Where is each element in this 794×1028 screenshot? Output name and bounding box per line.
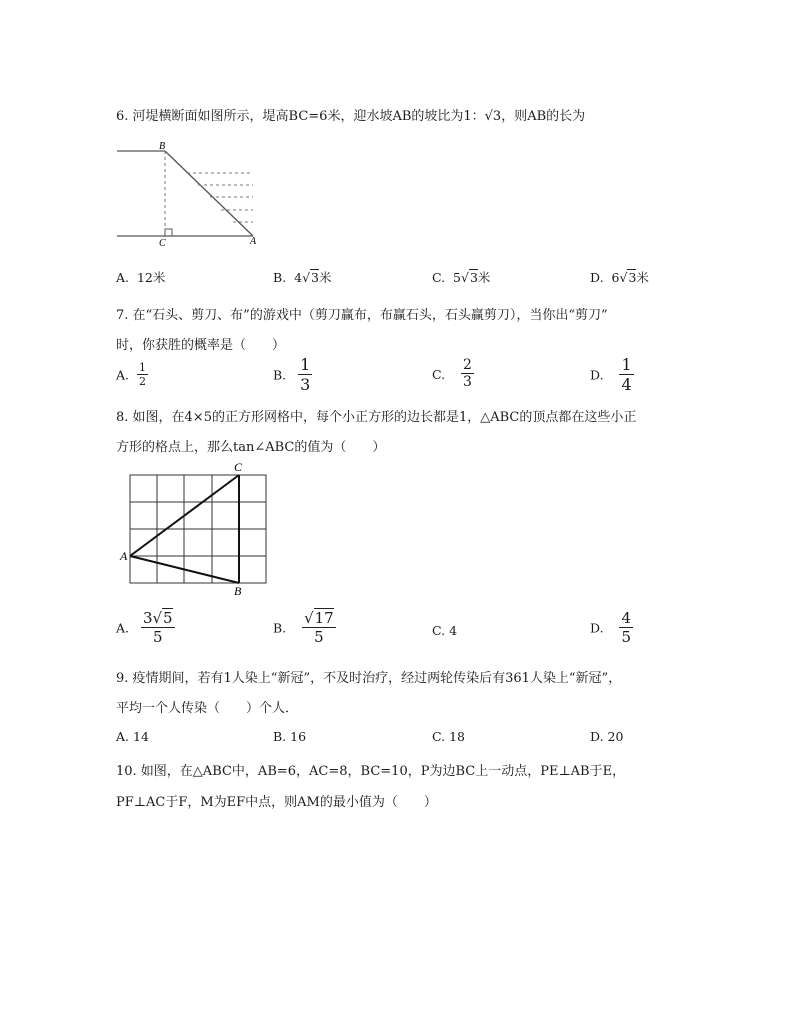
q8-stem-line1: 8. 如图，在4×5的正方形网格中，每个小正方形的边长都是1，△ABC的顶点都在这些小正	[116, 410, 637, 425]
q8-grid-figure	[118, 458, 278, 598]
q6-slope-AB	[165, 151, 253, 236]
q9-option-a[interactable]: A. 14	[116, 729, 149, 744]
q8-option-a[interactable]: A. $\frac{3√5}{5}$	[116, 609, 173, 646]
q6-option-a[interactable]: A. 12米	[116, 270, 166, 285]
q8-stem-line2: 方形的格点上，那么tan∠ABC的值为（ ）	[116, 440, 386, 455]
q9-stem-line2: 平均一个人传染（ ）个人．	[116, 701, 299, 716]
q8-label-B: B	[234, 584, 242, 598]
q8-grid	[130, 475, 266, 583]
q8-option-b[interactable]: B. $\frac{√17}{5}$	[273, 609, 334, 646]
q6-option-b[interactable]: B. 4√3米	[273, 270, 332, 285]
q7-option-d[interactable]: D. $\frac{1}{4}$	[590, 355, 632, 394]
q6-stem: 6. 河堤横断面如图所示，堤高BC=6米，迎水坡AB的坡比为1：√3，则AB的长为	[116, 109, 586, 124]
q7-option-a[interactable]: A. $\frac{1}{2}$	[116, 361, 146, 389]
q8-label-A: A	[120, 549, 128, 563]
q6-option-c[interactable]: C. 5√3米	[432, 270, 491, 285]
q6-option-d[interactable]: D. 6√3米	[590, 270, 649, 285]
q10-stem-line2: PF⊥AC于F，M为EF中点，则AM的最小值为（ ）	[116, 795, 437, 810]
q9-stem-line1: 9. 疫情期间，若有1人染上“新冠”，不及时治疗，经过两轮传染后有361人染上“新冠”，	[116, 671, 622, 686]
q7-stem-line2: 时，你获胜的概率是（ ）	[116, 338, 286, 353]
q6-right-angle-mark	[165, 229, 172, 236]
q9-option-b[interactable]: B. 16	[273, 729, 307, 744]
q6-figure	[115, 140, 265, 248]
q6-label-B: B	[159, 141, 166, 152]
q8-label-C: C	[234, 460, 243, 474]
q7-stem-line1: 7. 在“石头、剪刀、布”的游戏中（剪刀赢布，布赢石头，石头赢剪刀），当你出“剪刀”	[116, 308, 608, 323]
q6-label-A: A	[250, 236, 257, 247]
q6-label-C: C	[159, 238, 166, 248]
q7-option-b[interactable]: B. $\frac{1}{3}$	[273, 355, 311, 394]
q10-stem-line1: 10. 如图，在△ABC中，AB=6，AC=8，BC=10，P为边BC上一动点，PE⊥AB于E，	[116, 764, 626, 779]
q9-option-c[interactable]: C. 18	[432, 729, 465, 744]
q8-option-d[interactable]: D. $\frac{4}{5}$	[590, 609, 632, 646]
q9-option-d[interactable]: D. 20	[590, 729, 624, 744]
q8-option-c[interactable]: C. 4	[432, 623, 458, 638]
q7-option-c[interactable]: C. $\frac{2}{3}$	[432, 357, 472, 391]
